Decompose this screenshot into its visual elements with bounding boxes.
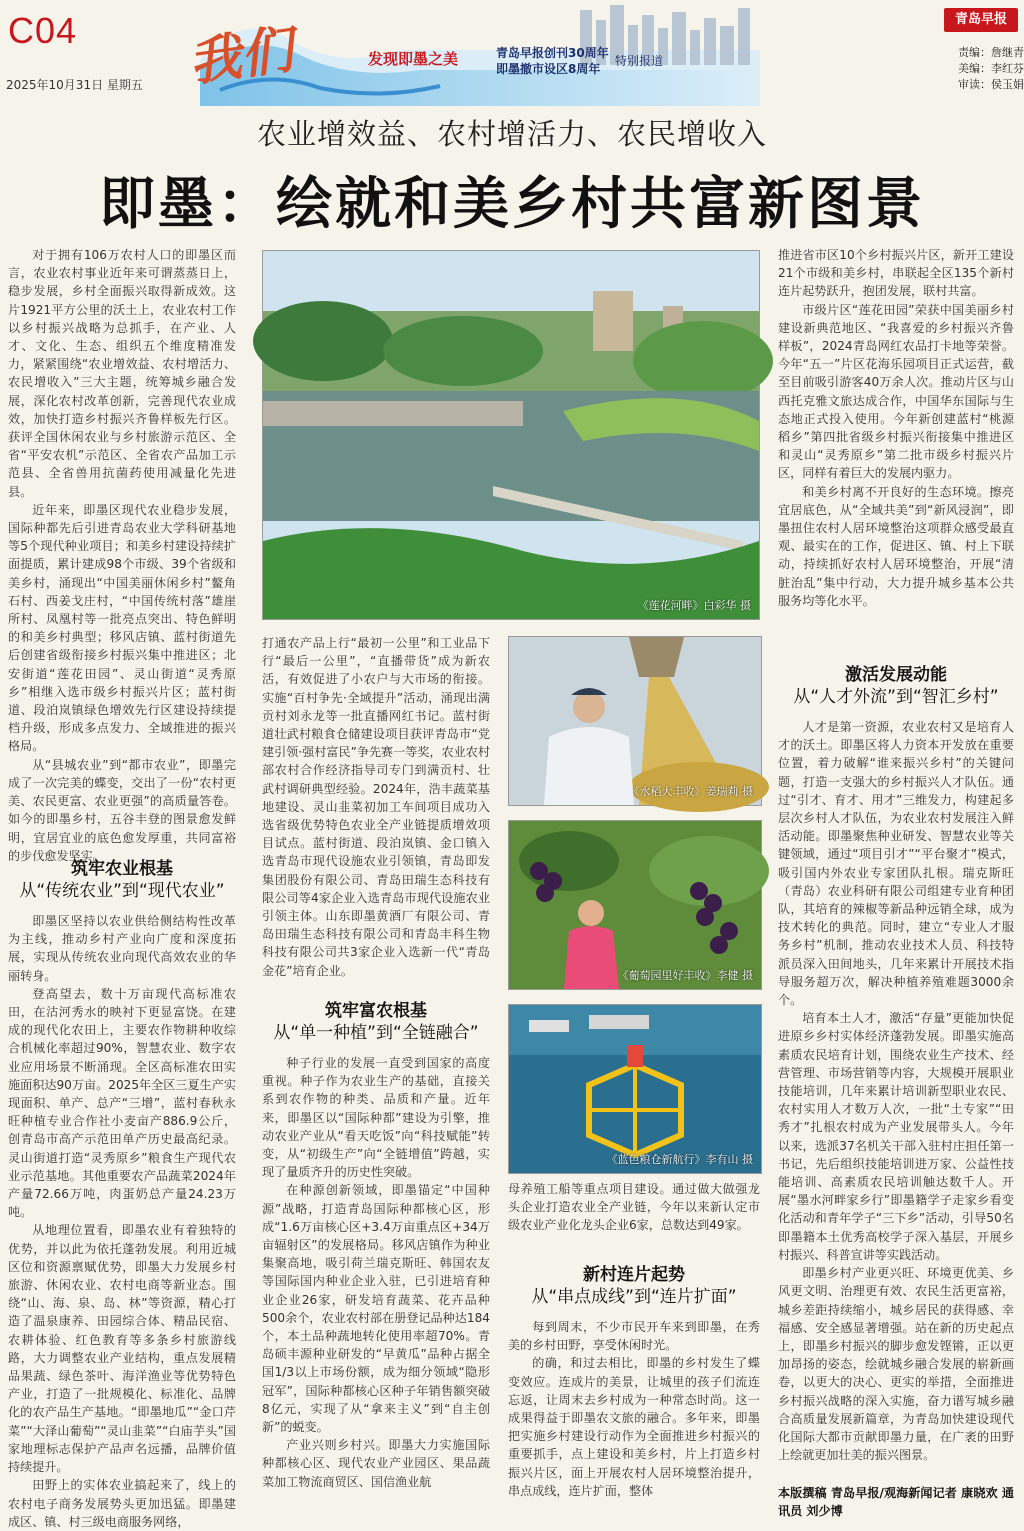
- banner-slogan: 发现即墨之美: [368, 50, 459, 68]
- section-heading-main: 新村连片起势: [583, 1265, 685, 1285]
- column-2-top: [262, 634, 490, 986]
- grape-harvest-image: [509, 821, 761, 989]
- paragraph: 市级片区“莲花田园”荣获中国美丽乡村建设新典范地区、“我喜爱的乡村振兴齐鲁样板”，2024青岛网红农品打卡地等荣誉。今年“五一”片区花海乐园项目正式运营，截至目前吸引游客40万余人次。推动片区与山西托克雅文旅达成合作，中国华东国际与生态地正式投入使用。今年新创建蓝村“桃源稻乡”第四批省级乡村振兴衔接集中推进区和灵山“灵秀原乡”第二批市级乡村振兴片区，同样有着巨大的发展内驱力。: [778, 302, 1014, 481]
- column-1-intro: [8, 246, 236, 863]
- anniversary-line-2: 即墨撤市设区8周年: [496, 62, 601, 76]
- paragraph: 即墨区坚持以农业供给侧结构性改革为主线，推动乡村产业向广度和深度拓展，实现从传统农业向现代高效农业的华丽转身。: [8, 914, 236, 983]
- paragraph: 对于拥有106万农村人口的即墨区而言，农业农村事业近年来可谓蒸蒸日上，稳步发展，乡村全面振兴取得新成效。这片1921平方公里的沃土上，农业农村工作以乡村振兴战略为总抓手，在产业、人才、文化、生态、组织五个维度精准发力，紧紧围绕“农业增效益、农村增活力、农民增收入”三大主题，统筹城乡融合发展，深化农村改革创新，完善现代农业成效，加快打造乡村振兴齐鲁样板先行区。获评全国休闲农业与乡村旅游示范区、全省“平安农机”示范区、全省农产品加工示范县、全省兽用抗菌药使用减量化先进县。: [8, 248, 236, 499]
- photo-caption: 《葡萄园里好丰收》李健 摄: [617, 969, 753, 982]
- article-title: 即墨：绘就和美乡村共富新图景: [99, 172, 925, 237]
- section-heading-4: [778, 664, 1014, 708]
- report-tag: 特别报道: [615, 54, 664, 68]
- paragraph: 从地理位置看，即墨农业有着独特的优势，并以此为依托蓬勃发展。利用近城区位和资源禀赋优势，即墨大力发展乡村旅游、休闲农业、农村电商等新业态。围绕“山、海、泉、岛、林”等资源，精心打造了温泉康养、田园综合体、精品民宿、农耕体验、红色教育等多条乡村旅游线路，大力调整农业产业结构，重点发展精品果蔬、绿色茶叶、海洋渔业等优势特色产业，打造了一批规模化、标准化、品牌化的农产品生产基地。“即墨地瓜”“金口芹菜”“大泽山葡萄”“灵山韭菜”“白庙芋头”国家地理标志保护产品声名远播，品牌价值持续提升。: [8, 1223, 236, 1475]
- paragraph: 种子行业的发展一直受到国家的高度重视。种子作为农业生产的基础，直接关系到农作物的种类、品质和产量。近年来，即墨区以“国际种都”建设为引擎，推动农业产业从“看天吃饭”向“科技赋能”转变，从“初级生产”向“全链增值”跨越，实现了量质齐升的历史性突破。: [262, 1056, 490, 1180]
- section-heading-3: [508, 1264, 760, 1308]
- paragraph: 人才是第一资源，农业农村又是培育人才的沃土。即墨区将人力资本开发放在重要位置，着力破解“谁来振兴乡村”的关键问题，打造一支强大的乡村振兴人才队伍。通过“引才、育才、用才”三维发力，构建起多层次乡村人才队伍，为农业农村发展注入鲜活动能。即墨聚焦种业研发、智慧农业等关键领域，通过“项目引才”“平台聚才”模式，吸引国内外农业专家团队扎根。瑞克斯旺（青岛）农业科研有限公司组建专业育种团队，其培育的辣椒等新品种远销全球，成为技术转化的典范。同时，建立“专业人才服务乡村”机制，推动农业技术人员、科技特派员深入田间地头，几年来累计开展技术指导服务超万次，解决种植养殖难题3000余个。: [778, 720, 1014, 1008]
- paragraph: 培育本土人才，激活“存量”更能加快促进原乡乡村实体经济蓬勃发展。即墨实施高素质农民培育计划，围绕农业生产技术、经营管理、市场营销等内容，大规模开展职业技能培训，几年来累计培训新型职业农民、农村实用人才数万人次，一批“土专家”“田秀才”扎根农村成为产业发展带头人。今年以来，选派37名机关干部入驻村庄担任第一书记，先后组织技能培训进万家、公益性技能培训、高素质农民培训触达数千人。开展“墨水河畔家乡行”即墨籍学子走家乡看变化活动和青年学子“三下乡”活动，引导50名即墨籍本土优秀高校学子深入基层，开展乡村振兴、科普宣讲等实践活动。: [778, 1011, 1014, 1262]
- paragraph: 推进省市区10个乡村振兴片区，新开工建设21个市级和美乡村，串联起全区135个新村连片起势跃升，抱团发展，联村共富。: [778, 248, 1014, 299]
- section-heading-1: [8, 858, 236, 902]
- photo-caption: 《蓝色粮仓新航行》李有山 摄: [606, 1153, 753, 1166]
- byline: 本版撰稿 青岛早报/观海新闻记者 康晓欢 通讯员 刘少博: [778, 1486, 1014, 1519]
- photo-caption: 《莲花河畔》白彩华 摄: [637, 599, 751, 612]
- photo-grape-harvest: [508, 820, 762, 990]
- proofreader-credit: 审读：侯玉娟: [958, 78, 1024, 91]
- paragraph: 即墨乡村产业更兴旺、环境更优美、乡风更文明、治理更有效、农民生活更富裕，城乡差距持续缩小，城乡居民的获得感、幸福感、安全感显著增强。站在新的历史起点上，即墨乡村振兴的脚步愈发铿锵，正以更加昂扬的姿态，绘就城乡融合发展的崭新画卷，以更大的决心、更实的举措，全面推进乡村振兴战略的深入实施，奋力谱写城乡融合高质量发展新篇章，为青岛加快建设现代化国际大都市贡献即墨力量，在广袤的田野上绘就更加壮美的振兴图景。: [778, 1266, 1014, 1463]
- issue-date: 2025年10月31日 星期五: [6, 78, 143, 92]
- photo-lotus-river: [262, 250, 760, 620]
- designer-credit: 美编：李红芬: [958, 62, 1024, 75]
- paragraph: 打通农产品上行“最初一公里”和工业品下行“最后一公里”，“直播带货”成为新农活，有效促进了小农户与大市场的衔接。实施“百村争先·全域提升”活动，涌现出满贡村刘永龙等一批直播网红书记。蓝村街道壮武村粮食仓储建设项目获评青岛市“党建引领·强村富民”争先赛一等奖，农业农村部农村合作经济指导司专门到满贡村、壮武村调研典型经验。2024年，浩丰蔬菜基地建设、灵山韭菜初加工车间项目成功入选省级优势特色农业全产业链提质增效项目试点。蓝村街道、段泊岚镇、金口镇入选青岛市现代设施农业引领镇，青岛即发集团股份有限公司、青岛田瑞生态科技有限公司等4家企业入选青岛市现代设施农业引领主体。山东即墨黄酒厂有限公司、青岛田瑞生态科技有限公司和青岛丰科生物科技有限公司共3家企业入选新一代“青岛金花”培育企业。: [262, 636, 490, 978]
- page-number: C04: [8, 10, 78, 51]
- paragraph: 从“县城农业”到“都市农业”，即墨完成了一次完美的蝶变，交出了一份“农村更美、农民更富、农业更强”的高质量答卷。如今的即墨乡村，五谷丰登的图景愈发鲜明，宜居宜业的底色愈发厚重，共同富裕的步伐愈发坚实。: [8, 757, 236, 863]
- paragraph: 近年来，即墨区现代农业稳步发展，国际种都先后引进青岛农业大学科研基地等5个现代种业项目；和美乡村建设持续扩面提质，累计建成98个市级、39个省级和美乡村，涌现出“中国美丽休闲乡村”鳌角石村、西姜戈庄村，“中国传统村落”雄崖所村、凤凰村等一批亮点突出、特色鲜明的和美乡村典型；移风店镇、蓝村街道先后创建省级衔接乡村振兴集中推进区；北安街道“莲花田园”、灵山街道“灵秀原乡”相继入选市级乡村振兴片区；蓝村街道、段泊岚镇绿色增效先行区建设持续提档升级，形成多点发力、全域推进的振兴格局。: [8, 502, 236, 754]
- newspaper-logo: 青岛早报: [944, 8, 1018, 32]
- rice-harvest-image: [509, 637, 761, 805]
- section-heading-2: [262, 1000, 490, 1044]
- banner-motto: 我们: [184, 19, 297, 94]
- section-heading-sub: 从“单一种植”到“全链融合”: [273, 1023, 479, 1043]
- section-heading-main: 筑牢农业根基: [71, 859, 173, 879]
- photo-fish-farm: [508, 1004, 762, 1174]
- column-3-top: [508, 1180, 760, 1240]
- column-4-top: [778, 246, 1014, 656]
- section-heading-main: 筑牢富农根基: [325, 1001, 427, 1021]
- photo-rice-harvest: [508, 636, 762, 806]
- paragraph: 每到周末，不少市民开车来到即墨，在秀美的乡村田野，享受休闲时光。: [508, 1320, 760, 1353]
- anniversary-line-1: 青岛早报创刊30周年: [496, 46, 609, 60]
- paragraph: 的确，和过去相比，即墨的乡村发生了蝶变效应。连成片的美景，让城里的孩子们流连忘返，让周末去乡村成为一种常态时尚。这一成果得益于即墨农文旅的融合。多年来，即墨把实施乡村建设行动作为全面推进乡村振兴的重要抓手，点上建设和美乡村，片上打造乡村振兴片区，面上开展农村人居环境整治提升，串点成线，连片扩面，整体: [508, 1356, 760, 1498]
- fish-farm-image: [509, 1005, 761, 1173]
- section-heading-sub: 从“串点成线”到“连片扩面”: [531, 1287, 737, 1307]
- section-heading-sub: 从“人才外流”到“智汇乡村”: [793, 687, 999, 707]
- column-4-section: [778, 718, 1014, 1482]
- column-2-section: [262, 1054, 490, 1512]
- section-heading-sub: 从“传统农业”到“现代农业”: [19, 881, 225, 901]
- lotus-river-image: [263, 251, 759, 619]
- paragraph: 和美乡村离不开良好的生态环境。擦亮宜居底色，从“全域共美”到“新风浸润”，即墨扭住农村人居环境整治这项群众感受最直观、最实在的工作，促进区、镇、村上下联动，持续抓好农村人居环境整治，开展“清脏治乱”集中行动，大力提升城乡基本公共服务均等化水平。: [778, 484, 1014, 608]
- paragraph: 母养殖工船等重点项目建设。通过做大做强龙头企业打造农业全产业链，今年以来新认定市级农业产业化龙头企业6家，总数达到49家。: [508, 1182, 760, 1233]
- paragraph: 田野上的实体农业搞起来了，线上的农村电子商务发展势头更加迅猛。即墨建成区、镇、村三级电商服务网络，: [8, 1478, 236, 1529]
- section-heading-main: 激活发展动能: [845, 665, 947, 685]
- paragraph: 产业兴则乡村兴。即墨大力实施国际种都核心区、现代农业产业园区、果品蔬菜加工物流商贸区、国信渔业航: [262, 1438, 490, 1489]
- column-3-section: [508, 1318, 760, 1514]
- paragraph: 登高望去，数十万亩现代高标准农田，在沽河秀水的映衬下更显富饶。在建成的现代化农田上，主要农作物耕种收综合机械化率超过90%，智慧农业、数字农业应用场景不断涌现。全区高标准农田实施面积达90万亩。2025年全区三夏生产实现面积、单产、总产“三增”，蓝村春秋永旺种植专业合作社小麦亩产886.9公斤，创青岛市高产示范田单产历史最高纪录。灵山街道打造“灵秀原乡”粮食生产现代农业示范基地。其他重要农产品蔬菜2024年产量72.66万吨，肉蛋奶总产量24.23万吨。: [8, 986, 236, 1220]
- photo-caption: 《水稻大丰收》姜瑞莉 摄: [628, 785, 753, 798]
- article-subtitle: 农业增效益、农村增活力、农民增收入: [256, 117, 767, 151]
- paragraph: 在种源创新领域，即墨锚定“中国种源”战略，打造青岛国际种都核心区，形成“1.6万亩核心区+3.4万亩重点区+34万亩辐射区”的发展格局。移风店镇作为种业集聚高地，吸引荷兰瑞克斯旺、韩国农友等国际国内种业企业入驻，已引进培育种业企业26家，研发培育蔬菜、花卉品种500余个，农业农村部在册登记品种达184个，本土品种蔬地转化使用率超70%。青岛硕丰源种业研发的“早黄瓜”品种占据全国1/3以上市场份额，成为细分领域“隐形冠军”，国际种都核心区种子年销售额突破8亿元，实现了从“拿来主义”到“自主创新”的蜕变。: [262, 1183, 490, 1435]
- editor-credit: 责编：詹继青: [958, 46, 1024, 59]
- column-1-section: [8, 912, 236, 1529]
